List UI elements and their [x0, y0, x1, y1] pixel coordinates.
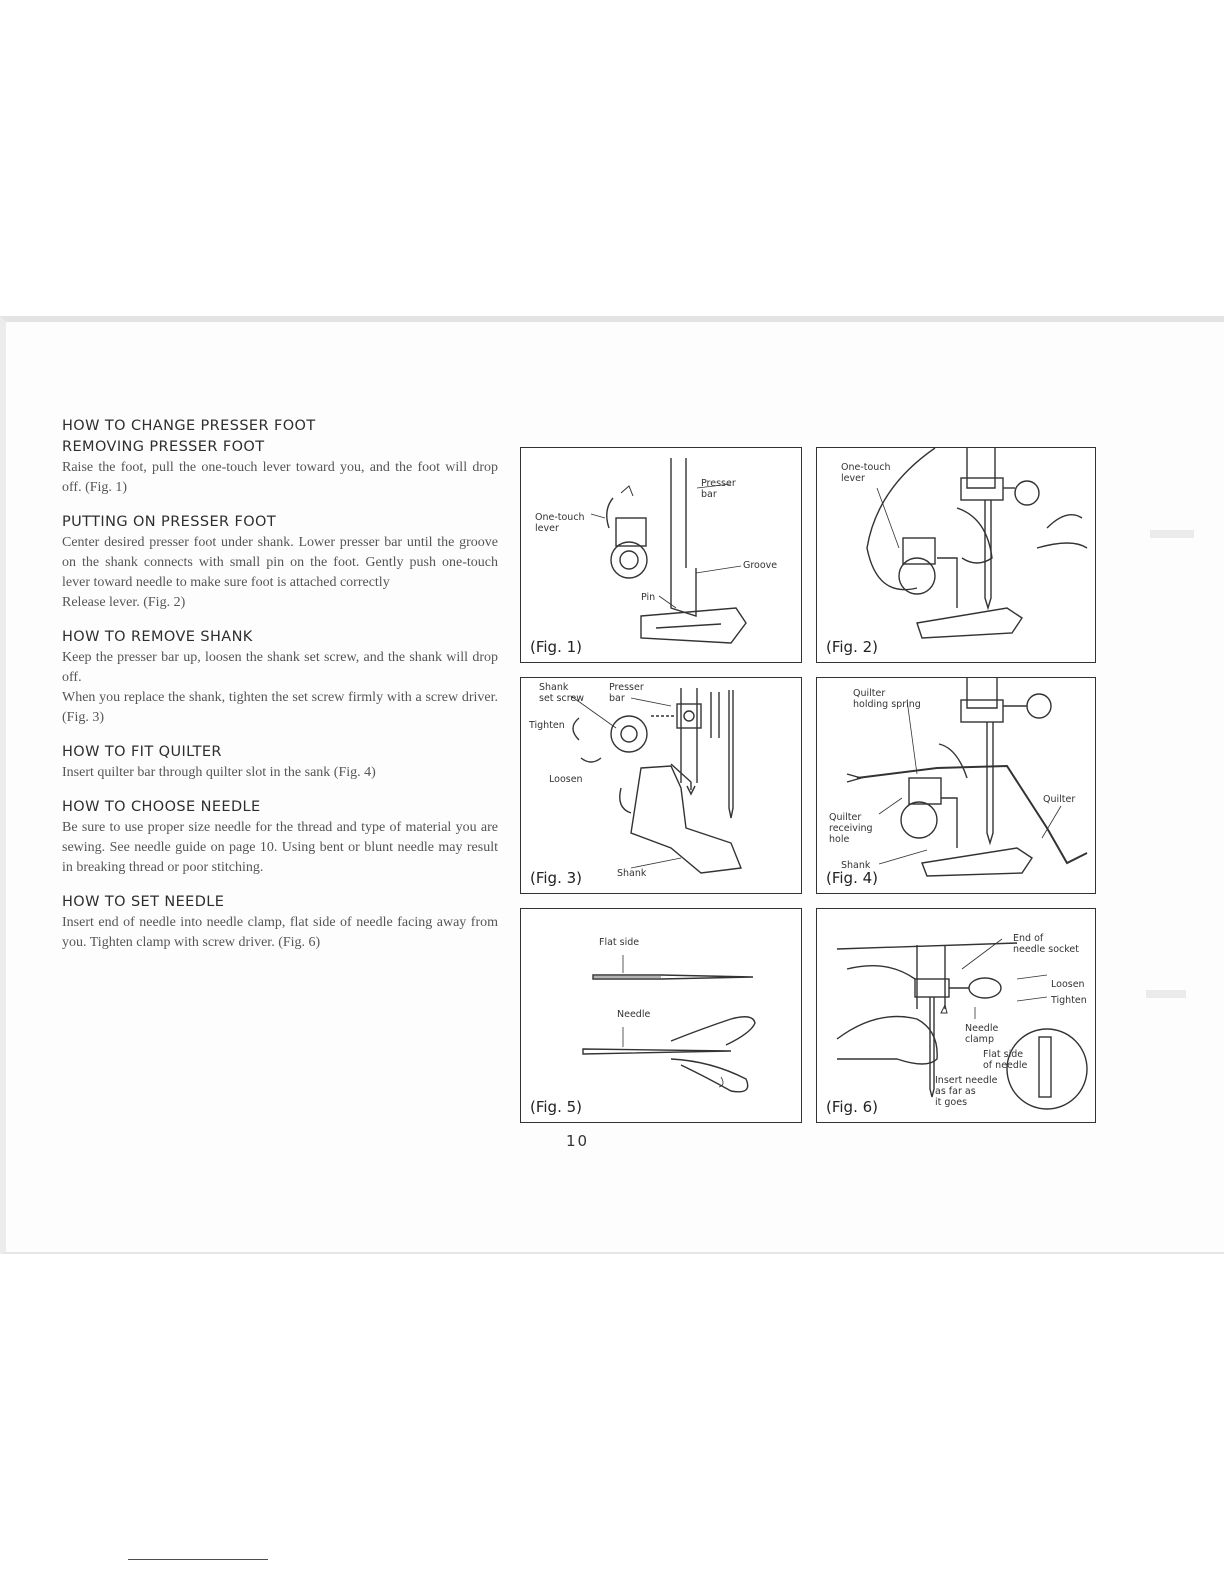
- callout-tighten: Tighten: [1051, 995, 1087, 1006]
- callout-presser-bar: Presser bar: [609, 682, 644, 704]
- callout-end-of-needle-socket: End of needle socket: [1013, 933, 1079, 955]
- callout-pin: Pin: [641, 592, 656, 603]
- section-body: Raise the foot, pull the one-touch lever toward you, and the foot will drop off. (Fig. 1): [62, 460, 498, 495]
- shank-removal-illustration: [521, 678, 802, 894]
- section-heading: HOW TO CHOOSE NEEDLE: [62, 799, 261, 815]
- section-body: Keep the presser bar up, loosen the shank set screw, and the shank will drop off.: [62, 650, 498, 685]
- callout-one-touch-lever: One-touch lever: [841, 462, 891, 484]
- section-fit-quilter: [62, 742, 498, 783]
- callout-quilter-holding-spring: Quilter holding spring: [853, 688, 921, 710]
- callout-shank: Shank: [617, 868, 647, 879]
- figure-1: [520, 447, 802, 663]
- callout-groove: Groove: [743, 560, 778, 571]
- section-subheading: REMOVING PRESSER FOOT: [62, 439, 265, 455]
- figure-label: (Fig. 3): [530, 869, 583, 887]
- figure-6: [816, 908, 1096, 1123]
- section-set-needle: [62, 892, 498, 953]
- callout-needle-clamp: Needle clamp: [965, 1023, 999, 1045]
- scan-smudge: [1150, 530, 1194, 538]
- section-remove-shank: [62, 627, 498, 728]
- figure-5: [520, 908, 802, 1123]
- callout-loosen: Loosen: [1051, 979, 1085, 990]
- callout-quilter: Quilter: [1043, 794, 1076, 805]
- figure-2: [816, 447, 1096, 663]
- figure-label: (Fig. 5): [530, 1098, 583, 1116]
- section-body: Be sure to use proper size needle for the thread and type of material you are sewing. See needle guide on page 10. Using bent or blunt needle may result in breaking thread or poor stitching.: [62, 820, 498, 875]
- figure-3: [520, 677, 802, 894]
- presser-foot-illustration: [521, 448, 802, 663]
- figure-4: [816, 677, 1096, 894]
- section-putting-on-presser-foot: [62, 512, 498, 613]
- callout-shank-set-screw: Shank set screw: [539, 682, 585, 704]
- section-heading: PUTTING ON PRESSER FOOT: [62, 514, 277, 530]
- figure-label: (Fig. 4): [826, 869, 879, 887]
- page-number: 10: [566, 1132, 590, 1150]
- instructions-column: [62, 416, 498, 967]
- callout-needle: Needle: [617, 1009, 651, 1020]
- section-heading: HOW TO SET NEEDLE: [62, 894, 225, 910]
- callout-shank: Shank: [841, 860, 871, 871]
- figure-label: (Fig. 6): [826, 1098, 879, 1116]
- callout-insert-needle: Insert needle as far as it goes: [935, 1075, 998, 1108]
- needle-illustration: [521, 909, 802, 1123]
- section-body-continued: When you replace the shank, tighten the set screw firmly with a screw driver. (Fig. 3): [62, 690, 498, 725]
- callout-flat-side: Flat side: [599, 937, 640, 948]
- section-body: Insert quilter bar through quilter slot in the sank (Fig. 4): [62, 765, 376, 780]
- figure-label: (Fig. 1): [530, 638, 583, 656]
- callout-flat-side-of-needle: Flat side of needle: [983, 1049, 1028, 1071]
- scan-smudge: [1146, 990, 1186, 998]
- section-heading: HOW TO REMOVE SHANK: [62, 629, 253, 645]
- section-heading: HOW TO CHANGE PRESSER FOOT: [62, 418, 316, 434]
- callout-presser-bar: Presser bar: [701, 478, 736, 500]
- callout-one-touch-lever: One-touch lever: [535, 512, 585, 534]
- section-change-presser-foot: [62, 416, 498, 498]
- section-body-continued: Release lever. (Fig. 2): [62, 595, 186, 610]
- callout-loosen: Loosen: [549, 774, 583, 785]
- section-body: Center desired presser foot under shank. Lower presser bar until the groove on the shank connects with small pin on the foot. Gently push one-touch lever toward needle to make sure foot is attached correctly: [62, 535, 498, 590]
- figure-label: (Fig. 2): [826, 638, 879, 656]
- section-choose-needle: [62, 797, 498, 878]
- callout-quilter-receiving-hole: Quilter receiving hole: [829, 812, 873, 845]
- section-body: Insert end of needle into needle clamp, flat side of needle facing away from you. Tighten clamp with screw driver. (Fig. 6): [62, 915, 498, 950]
- section-heading: HOW TO FIT QUILTER: [62, 744, 222, 760]
- callout-tighten: Tighten: [529, 720, 565, 731]
- footer-rule: [128, 1559, 268, 1560]
